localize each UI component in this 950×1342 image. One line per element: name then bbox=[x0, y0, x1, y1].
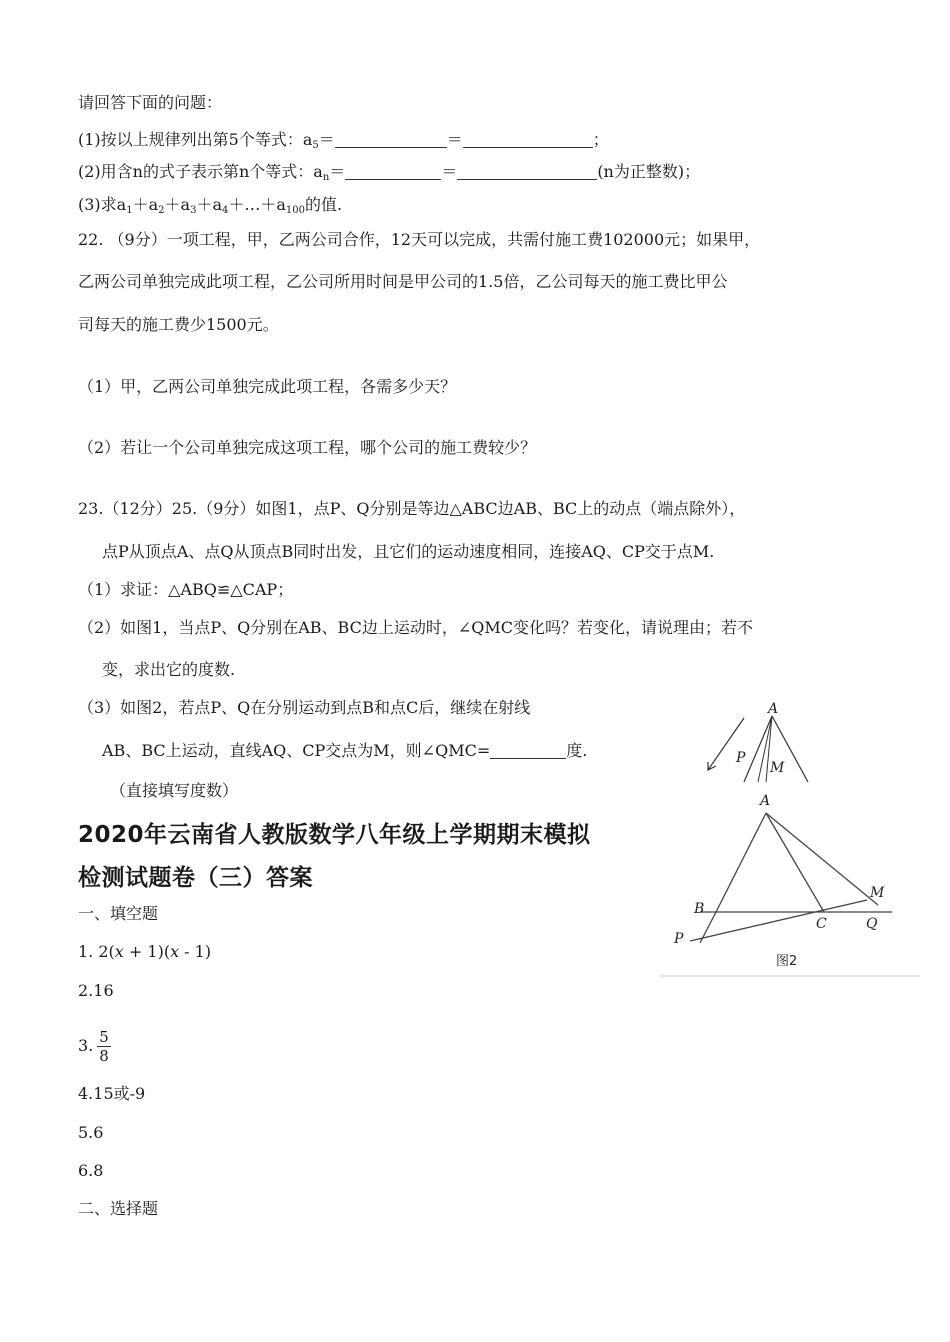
answer-title-line1: 2020年云南省人教版数学八年级上学期期末模拟 bbox=[78, 822, 591, 848]
answer-5: 5.6 bbox=[78, 1123, 104, 1142]
fig2-label-b: B bbox=[694, 901, 705, 917]
answer-6: 6.8 bbox=[78, 1161, 104, 1180]
answer-3-pre: 3. bbox=[78, 1036, 94, 1055]
answer-title-line2: 检测试题卷（三）答案 bbox=[78, 865, 313, 891]
section-choice: 二、选择题 bbox=[78, 1199, 159, 1218]
q21-part2-text: (2)用含n的式子表示第n个等式：a bbox=[78, 162, 323, 181]
q22-line3: 司每天的施工费少1500元。 bbox=[78, 315, 279, 334]
q22-line2: 乙两公司单独完成此项工程，乙公司所用时间是甲公司的1.5倍，乙公司每天的施工费比甲公 bbox=[78, 272, 728, 291]
answer-1-pre: 1. 2( bbox=[78, 942, 115, 961]
q21-part1-tail: ； bbox=[592, 130, 609, 149]
subscript: 2 bbox=[158, 205, 165, 216]
q21-part1 bbox=[78, 129, 609, 157]
q21-part3: (3)求$a_1+a_2+a_3+a_4+\dots+a_{100}$的值. bbox=[78, 195, 343, 216]
fig1-label-a: A bbox=[768, 701, 779, 717]
variable-x: x bbox=[114, 942, 124, 961]
q23-sub2a: （2）如图1，当点P、Q分别在AB、BC边上运动时，∠QMC变化吗？若变化，请说理由；若不 bbox=[78, 618, 754, 637]
q21-part1-text: (1)按以上规律列出第5个等式：a bbox=[78, 130, 313, 149]
q22-line1: 22. （9分）一项工程，甲，乙两公司合作，12天可以完成，共需付施工费102000元；如果甲， bbox=[78, 230, 761, 249]
q22-sub1: （1）甲，乙两公司单独完成此项工程，各需多少天？ bbox=[78, 377, 457, 396]
fig2-label-p: P bbox=[674, 931, 684, 947]
q21-part2 bbox=[78, 161, 700, 189]
fraction-denominator: 8 bbox=[99, 1047, 109, 1065]
fig1-label-p: P bbox=[736, 750, 746, 766]
q21-part2-tail: (n为正整数)； bbox=[597, 162, 701, 181]
answer-2: 2.16 bbox=[78, 981, 114, 1000]
answer-blank[interactable] bbox=[335, 131, 447, 148]
answer-blank[interactable] bbox=[345, 163, 441, 180]
q21-part2-sub: n bbox=[322, 172, 330, 183]
answer-blank[interactable] bbox=[463, 131, 593, 148]
subscript: 100 bbox=[285, 205, 305, 216]
fig2-label-m: M bbox=[870, 885, 885, 901]
subscript: 1 bbox=[126, 205, 133, 216]
answer-3 bbox=[78, 1028, 111, 1065]
prompt-line: 请回答下面的问题： bbox=[78, 93, 223, 112]
equals-sign: ＝ bbox=[441, 162, 458, 181]
fraction bbox=[97, 1028, 111, 1065]
q23-sub3b-text: AB、BC上运动，直线AQ、CP交点为M，则∠QMC= bbox=[102, 741, 491, 760]
q23-sub3b bbox=[102, 740, 587, 762]
q21-part1-sub: 5 bbox=[312, 140, 319, 151]
answer-1-mid: + 1)( bbox=[123, 942, 171, 961]
equals-sign: ＝ bbox=[318, 130, 335, 149]
q23-sub3b-tail: 度. bbox=[566, 741, 588, 760]
subscript: 3 bbox=[190, 205, 197, 216]
q21-part3-text: (3)求a bbox=[78, 195, 127, 214]
fig2-label-a: A bbox=[760, 793, 771, 809]
equals-sign: ＝ bbox=[446, 130, 463, 149]
section-fill-blank: 一、填空题 bbox=[78, 904, 159, 923]
q21-part3-end: 的值. bbox=[305, 195, 343, 214]
angle-answer-blank[interactable] bbox=[490, 742, 566, 759]
q23-line2: 点P从顶点A、点Q从顶点B同时出发，且它们的运动速度相同，连接AQ、CP交于点M. bbox=[102, 542, 715, 561]
q23-sub1: （1）求证：△ABQ≌△CAP； bbox=[78, 580, 294, 599]
answer-1-end: - 1) bbox=[179, 942, 212, 961]
q23-sub3a: （3）如图2，若点P、Q在分别运动到点B和点C后，继续在射线 bbox=[78, 698, 531, 717]
q23-sub2b: 变，求出它的度数. bbox=[102, 660, 236, 679]
answer-1 bbox=[78, 941, 211, 963]
answer-blank[interactable] bbox=[457, 163, 597, 180]
variable-x: x bbox=[170, 942, 180, 961]
fig2-label-c: C bbox=[816, 916, 827, 932]
figure-1-partial bbox=[700, 700, 840, 782]
answer-4: 4.15或-9 bbox=[78, 1084, 146, 1103]
fig2-caption: 图2 bbox=[776, 954, 798, 969]
fig1-label-m: M bbox=[770, 760, 785, 776]
equals-sign: ＝ bbox=[329, 162, 346, 181]
figure-2 bbox=[660, 785, 920, 980]
q23-sub3c: （直接填写度数） bbox=[110, 781, 239, 800]
subscript: 4 bbox=[221, 205, 229, 216]
fig2-label-q: Q bbox=[866, 916, 878, 932]
fraction-numerator: 5 bbox=[99, 1028, 109, 1046]
q22-sub2: （2）若让一个公司单独完成这项工程，哪个公司的施工费较少？ bbox=[78, 438, 537, 457]
q23-line1: 23.（12分）25.（9分）如图1，点P、Q分别是等边△ABC边AB、BC上的动点（端点除外）， bbox=[78, 499, 746, 518]
